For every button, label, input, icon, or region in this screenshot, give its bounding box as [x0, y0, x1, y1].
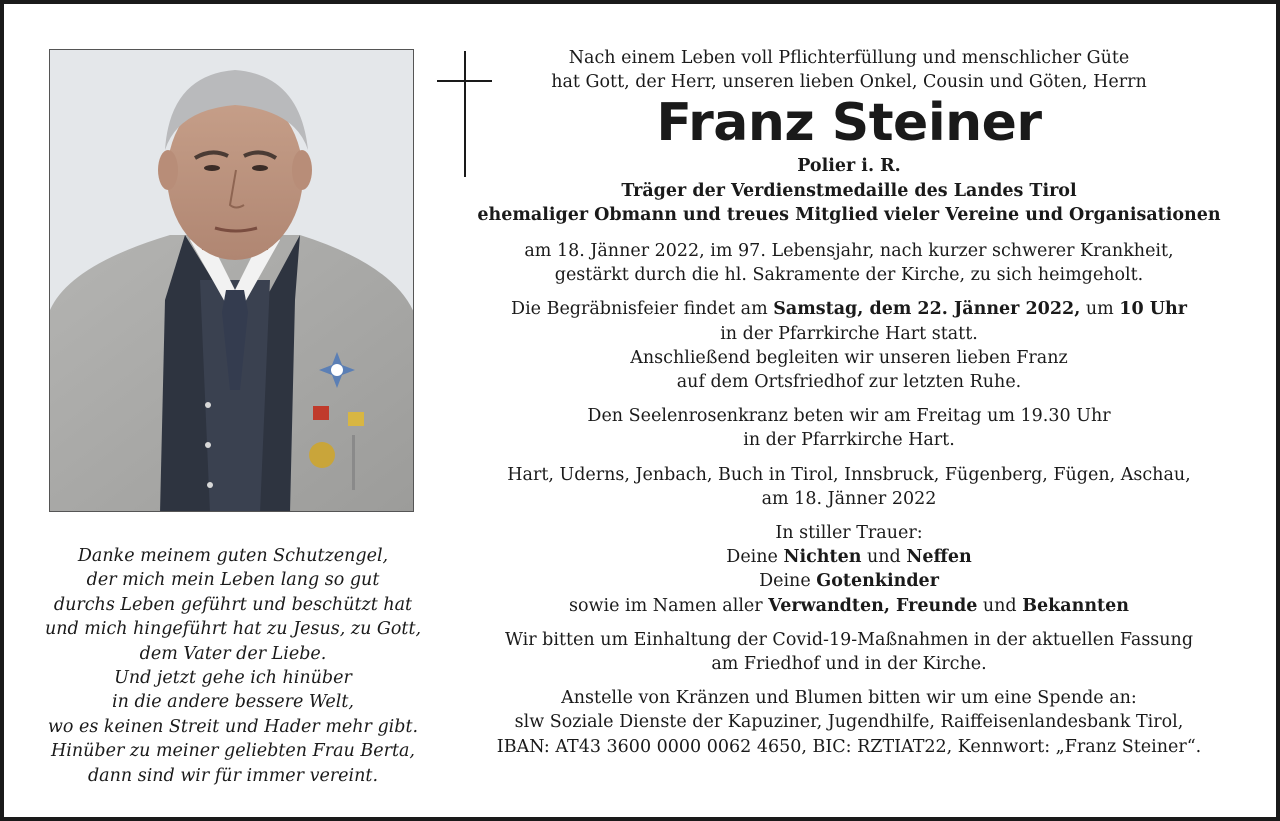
covid-line: am Friedhof und in der Kirche. — [711, 654, 987, 675]
death-line: am 18. Jänner 2022, im 97. Lebensjahr, nach kurzer schwerer Krankheit, — [524, 241, 1174, 262]
donation-line: slw Soziale Dienste der Kapuziner, Jugendhilfe, Raiffeisenlandesbank Tirol, — [514, 712, 1184, 733]
intro-line: hat Gott, der Herr, unseren lieben Onkel, Cousin und Göten, Herrn — [551, 72, 1147, 93]
poem-line: durchs Leben geführt und beschützt hat — [53, 594, 413, 615]
rosary-line: in der Pfarrkirche Hart. — [743, 430, 955, 451]
mourners-line: Deine Nichten und Neffen — [726, 547, 972, 568]
covid-line: Wir bitten um Einhaltung der Covid-19-Maßnahmen in der aktuellen Fassung — [504, 629, 1194, 650]
poem-line: dem Vater der Liebe. — [139, 643, 327, 664]
funeral-line: in der Pfarrkirche Hart statt. — [720, 323, 978, 344]
poem-line: Und jetzt gehe ich hinüber — [114, 668, 352, 689]
date-line: am 18. Jänner 2022 — [761, 488, 937, 509]
poem-line: und mich hingeführt hat zu Jesus, zu Gott, — [44, 619, 422, 640]
mourners-heading: In stiller Trauer: — [775, 523, 923, 544]
poem-line: wo es keinen Streit und Hader mehr gibt. — [47, 716, 419, 737]
places-line: Hart, Uderns, Jenbach, Buch in Tirol, Innsbruck, Fügenberg, Fügen, Aschau, — [507, 464, 1191, 485]
poem-line: Hinüber zu meiner geliebten Frau Berta, — [51, 741, 415, 762]
portrait-photo — [49, 49, 414, 512]
donation-line: Anstelle von Kränzen und Blumen bitten wir um eine Spende an: — [561, 688, 1137, 709]
deceased-name: Franz Steiner — [656, 93, 1042, 154]
intro-line: Nach einem Leben voll Pflichterfüllung und menschlicher Güte — [568, 48, 1130, 68]
poem-line: in die andere bessere Welt, — [112, 692, 354, 713]
poem-line: der mich mein Leben lang so gut — [86, 570, 380, 591]
mourners-line: sowie im Namen aller Verwandten, Freunde und Bekannten — [569, 595, 1129, 616]
mourners-line: Deine Gotenkinder — [759, 571, 939, 592]
rosary-line: Den Seelenrosenkranz beten wir am Freitag um 19.30 Uhr — [587, 406, 1111, 427]
title-line: Träger der Verdienstmedaille des Landes Tirol — [621, 180, 1077, 201]
funeral-line: auf dem Ortsfriedhof zur letzten Ruhe. — [676, 372, 1022, 393]
funeral-line: Anschließend begleiten wir unseren lieben Franz — [630, 347, 1068, 368]
funeral-line: Die Begräbnisfeier findet am Samstag, dem 22. Jänner 2022, um 10 Uhr — [511, 299, 1187, 320]
death-line: gestärkt durch die hl. Sakramente der Kirche, zu sich heimgeholt. — [554, 265, 1144, 286]
poem — [24, 544, 442, 788]
title-line: Polier i. R. — [797, 156, 901, 177]
donation-line: IBAN: AT43 3600 0000 0062 4650, BIC: RZTIAT22, Kennwort: „Franz Steiner“. — [496, 736, 1202, 757]
poem-line: Danke meinem guten Schutzengel, — [77, 546, 389, 566]
poem-line: dann sind wir für immer vereint. — [87, 765, 379, 786]
announcement — [434, 46, 1264, 759]
title-line: ehemaliger Obmann und treues Mitglied vieler Vereine und Organisationen — [477, 204, 1221, 225]
